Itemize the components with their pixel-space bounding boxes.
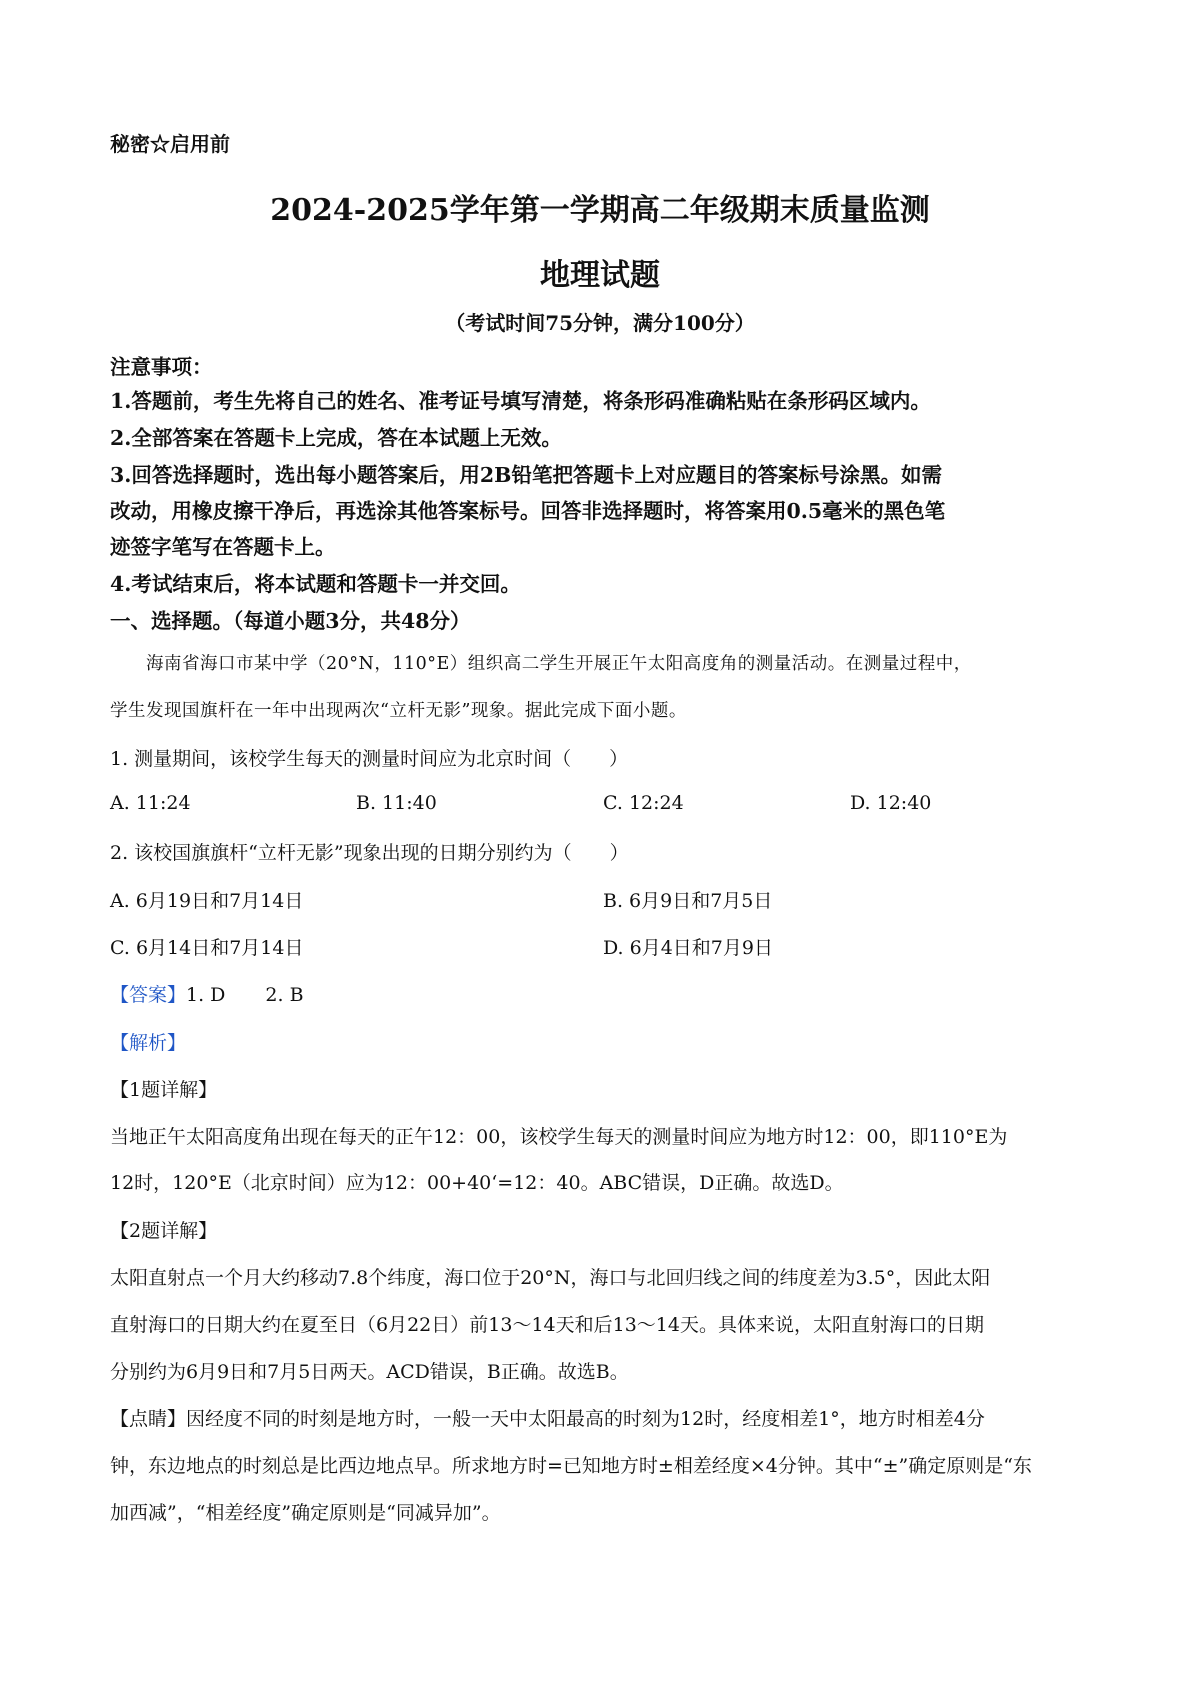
- q1-detail-line-2: 12时，120°E（北京时间）应为12：00+40‘=12：40。ABC错误，D正确。故选D。: [110, 1172, 844, 1194]
- q2-detail-line-3: 分别约为6月9日和7月5日两天。ACD错误，B正确。故选B。: [110, 1361, 629, 1383]
- answer-1: 1. D: [186, 984, 226, 1006]
- notice-item-4: 4.考试结束后，将本试题和答题卡一并交回。: [110, 572, 521, 596]
- notice-item-2: 2.全部答案在答题卡上完成，答在本试题上无效。: [110, 426, 562, 450]
- answer-label: 【答案】: [110, 984, 187, 1006]
- question-2-option-d: D. 6月4日和7月9日: [603, 937, 773, 959]
- notice-heading: 注意事项：: [110, 355, 213, 379]
- question-1-stem: 1. 测量期间，该校学生每天的测量时间应为北京时间（ ）: [110, 748, 629, 770]
- q1-detail-line-1: 当地正午太阳高度角出现在每天的正午12：00，该校学生每天的测量时间应为地方时12：00，即110°E为: [110, 1126, 1008, 1148]
- passage-line-2: 学生发现国旗杆在一年中出现两次“立杆无影”现象。据此完成下面小题。: [110, 701, 687, 721]
- question-1-option-d: D. 12:40: [850, 792, 932, 814]
- tip-line-3: 加西减”，“相差经度”确定原则是“同减异加”。: [110, 1502, 501, 1524]
- tip-line-1: [110, 1404, 985, 1431]
- exam-subtitle: 地理试题: [540, 258, 660, 293]
- question-1-option-c: C. 12:24: [603, 792, 684, 814]
- section-heading: 一、选择题。（每道小题3分，共48分）: [110, 609, 471, 633]
- question-2-option-a: A. 6月19日和7月14日: [110, 890, 304, 912]
- q1-detail-heading: 【1题详解】: [110, 1079, 218, 1101]
- question-2-option-b: B. 6月9日和7月5日: [603, 890, 773, 912]
- tip-heading: 【点睛】: [110, 1408, 187, 1430]
- tip-text-1: 因经度不同的时刻是地方时，一般一天中太阳最高的时刻为12时，经度相差1°，地方时相差4分: [186, 1408, 985, 1430]
- question-2-option-c: C. 6月14日和7月14日: [110, 937, 304, 959]
- notice-item-1: 1.答题前，考生先将自己的姓名、准考证号填写清楚，将条形码准确粘贴在条形码区域内。: [110, 389, 931, 413]
- notice-item-3-cont2: 迹签字笔写在答题卡上。: [110, 535, 336, 559]
- answer-row: [110, 980, 304, 1007]
- question-1-option-b: B. 11:40: [356, 792, 437, 814]
- secret-mark: 秘密☆启用前: [110, 132, 230, 156]
- notice-item-3: 3.回答选择题时，选出每小题答案后，用2B铅笔把答题卡上对应题目的答案标号涂黑。如需: [110, 463, 942, 487]
- question-1-option-a: A. 11:24: [110, 792, 191, 814]
- passage-line-1: 海南省海口市某中学（20°N，110°E）组织高二学生开展正午太阳高度角的测量活动。在测量过程中，: [146, 654, 972, 674]
- tip-line-2: 钟，东边地点的时刻总是比西边地点早。所求地方时=已知地方时±相差经度×4分钟。其中“±”确定原则是“东: [110, 1455, 1032, 1477]
- q2-detail-heading: 【2题详解】: [110, 1220, 218, 1242]
- q2-detail-line-1: 太阳直射点一个月大约移动7.8个纬度，海口位于20°N，海口与北回归线之间的纬度差为3.5°，因此太阳: [110, 1267, 991, 1289]
- answer-2: 2. B: [265, 984, 304, 1006]
- exam-time-info: （考试时间75分钟，满分100分）: [445, 311, 755, 335]
- question-2-stem: 2. 该校国旗旗杆“立杆无影”现象出现的日期分别约为（ ）: [110, 842, 629, 864]
- exam-title: 2024-2025学年第一学期高二年级期末质量监测: [270, 193, 930, 228]
- notice-item-3-cont: 改动，用橡皮擦干净后，再选涂其他答案标号。回答非选择题时，将答案用0.5毫米的黑色笔: [110, 499, 946, 523]
- q2-detail-line-2: 直射海口的日期大约在夏至日（6月22日）前13～14天和后13～14天。具体来说，太阳直射海口的日期: [110, 1314, 984, 1336]
- analysis-label: 【解析】: [110, 1032, 187, 1054]
